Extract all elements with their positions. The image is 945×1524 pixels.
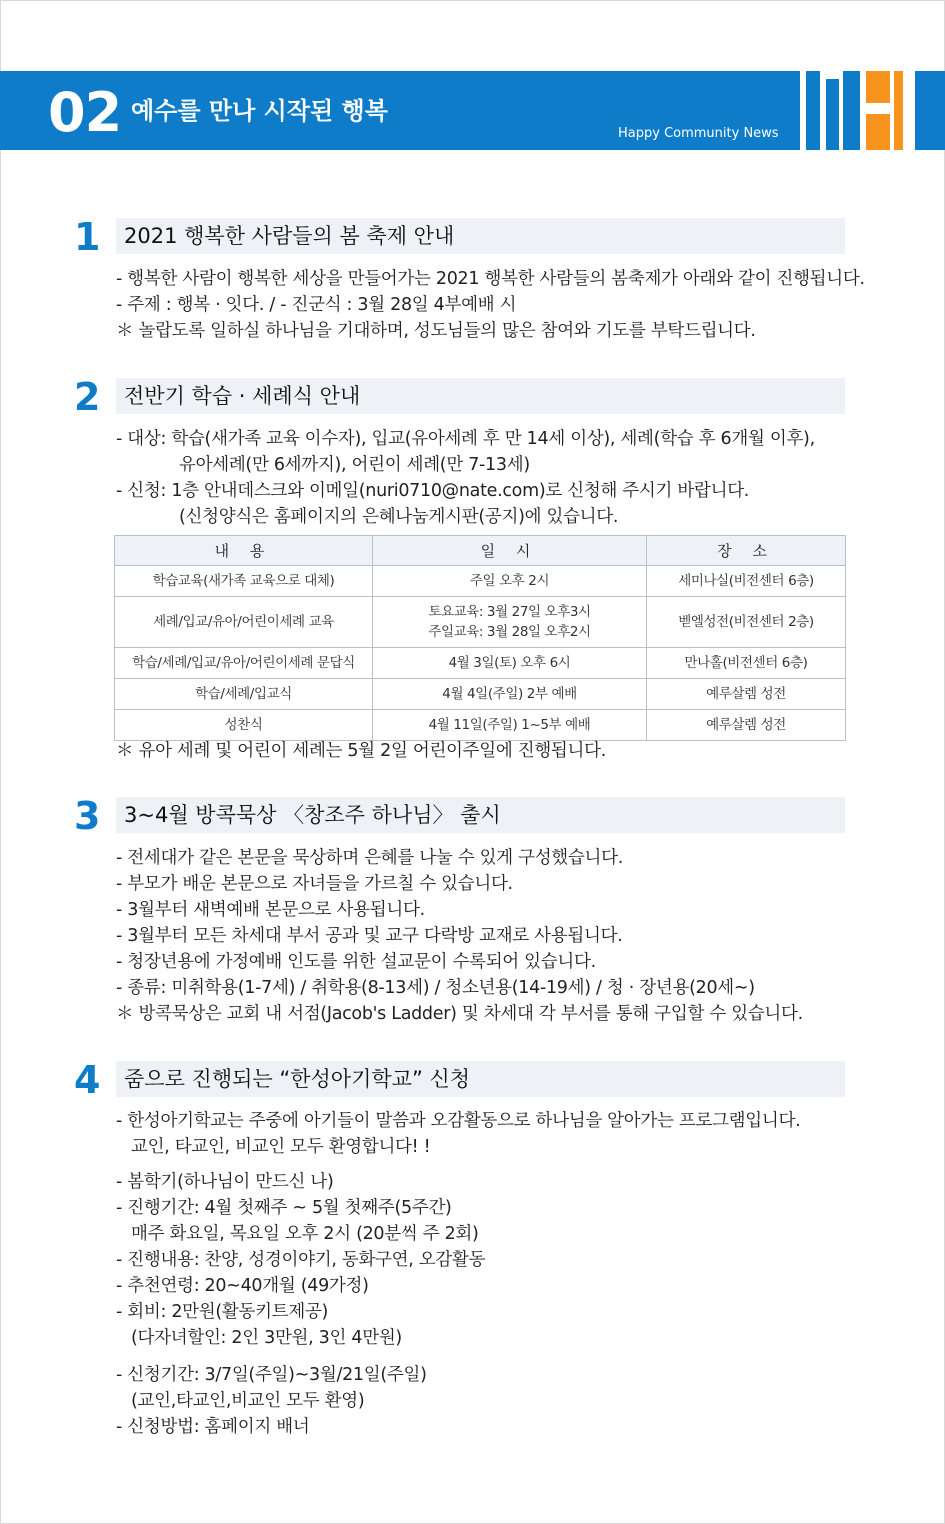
- section-2-line-4: (신청양식은 홈페이지의 은혜나눔게시판(공지)에 있습니다.: [179, 507, 619, 527]
- table-cell: 예루살렘 성전: [647, 710, 846, 741]
- table-cell: 세례/입교/유아/어린이세례 교육: [115, 597, 373, 648]
- section-2-line-1: - 대상: 학습(새가족 교육 이수자), 입교(유아세례 후 만 14세 이상), 세례(학습 후 6개월 이후),: [116, 429, 815, 449]
- section-2-number: 2: [74, 375, 101, 419]
- table-cell: 4월 4일(주일) 2부 예배: [373, 679, 647, 710]
- church-logo: [800, 71, 945, 150]
- section-4-line-8: - 회비: 2만원(활동키트제공): [116, 1302, 329, 1322]
- section-3-note: ＊ 방콕묵상은 교회 내 서점(Jacob's Ladder) 및 차세대 각 부서를 통해 구입할 수 있습니다.: [116, 1004, 803, 1024]
- section-3-line-3: - 3월부터 새벽예배 본문으로 사용됩니다.: [116, 900, 425, 920]
- section-1-line-1: - 행복한 사람이 행복한 세상을 만들어가는 2021 행복한 사람들의 봄축제가 아래와 같이 진행됩니다.: [116, 269, 865, 289]
- section-3-line-6: - 종류: 미취학용(1-7세) / 취학용(8-13세) / 청소년용(14-19세) / 청 · 장년용(20세~): [116, 978, 755, 998]
- section-3-line-1: - 전세대가 같은 본문을 묵상하며 은혜를 나눌 수 있게 구성했습니다.: [116, 848, 623, 868]
- table-header-content: 내 용: [115, 536, 373, 566]
- table-row: [115, 566, 846, 597]
- section-3-title: 3~4월 방콕묵상 〈창조주 하나님〉 출시: [124, 803, 501, 827]
- table-cell: 주일 오후 2시: [373, 566, 647, 597]
- table-cell: 학습/세례/입교/유아/어린이세례 문답식: [115, 648, 373, 679]
- table-cell: 4월 3일(토) 오후 6시: [373, 648, 647, 679]
- section-2-note: ＊ 유아 세례 및 어린이 세례는 5월 2일 어린이주일에 진행됩니다.: [116, 741, 607, 761]
- section-4-line-9: (다자녀할인: 2인 3만원, 3인 4만원): [131, 1328, 402, 1348]
- section-4-title: 줌으로 진행되는 “한성아기학교” 신청: [124, 1067, 471, 1091]
- table-row: [115, 679, 846, 710]
- page-title: 예수를 만나 시작된 행복: [131, 97, 388, 125]
- section-3-line-2: - 부모가 배운 본문으로 자녀들을 가르칠 수 있습니다.: [116, 874, 513, 894]
- section-4-line-4: - 진행기간: 4월 첫째주 ~ 5월 첫째주(5주간): [116, 1198, 452, 1218]
- schedule-table: [114, 535, 846, 741]
- section-2-line-3: - 신청: 1층 안내데스크와 이메일(nuri0710@nate.com)로 신청해 주시기 바랍니다.: [116, 481, 750, 501]
- table-cell: 학습/세례/입교식: [115, 679, 373, 710]
- table-cell: 4월 11일(주일) 1~5부 예배: [373, 710, 647, 741]
- table-header-place: 장 소: [647, 536, 846, 566]
- table-cell: 예루살렘 성전: [647, 679, 846, 710]
- table-cell: 성찬식: [115, 710, 373, 741]
- section-4-line-5: 매주 화요일, 목요일 오후 2시 (20분씩 주 2회): [131, 1224, 479, 1244]
- table-cell: 벧엘성전(비전센터 2층): [647, 597, 846, 648]
- table-cell: 만나홀(비전센터 6층): [647, 648, 846, 679]
- table-cell-line: 주일교육: 3월 28일 오후2시: [428, 624, 591, 640]
- section-2-line-2: 유아세례(만 6세까지), 어린이 세례(만 7-13세): [179, 455, 530, 475]
- logo-icon: [800, 71, 945, 150]
- section-4-line-1: - 한성아기학교는 주중에 아기들이 말씀과 오감활동으로 하나님을 알아가는 프로그램입니다.: [116, 1111, 801, 1131]
- table-header-datetime: 일 시: [373, 536, 647, 566]
- section-4-line-7: - 추천연령: 20~40개월 (49가정): [116, 1276, 369, 1296]
- section-1-title: 2021 행복한 사람들의 봄 축제 안내: [124, 224, 455, 248]
- table-cell: 학습교육(새가족 교육으로 대체): [115, 566, 373, 597]
- table-cell: 세미나실(비전센터 6층): [647, 566, 846, 597]
- table-cell-line: 토요교육: 3월 27일 오후3시: [428, 604, 591, 620]
- section-1-line-2: - 주제 : 행복 · 잇다. / - 진군식 : 3월 28일 4부예배 시: [116, 295, 517, 315]
- section-4-line-12: - 신청방법: 홈페이지 배너: [116, 1417, 310, 1437]
- section-2-title: 전반기 학습 · 세례식 안내: [124, 384, 361, 408]
- section-3-number: 3: [74, 794, 101, 838]
- section-4-line-11: (교인,타교인,비교인 모두 환영): [131, 1391, 365, 1411]
- section-1-number: 1: [74, 215, 101, 259]
- section-4-line-3: - 봄학기(하나님이 만드신 나): [116, 1172, 334, 1192]
- table-row: [115, 710, 846, 741]
- section-1-note: ＊ 놀랍도록 일하실 하나님을 기대하며, 성도님들의 많은 참여와 기도를 부탁드립니다.: [116, 321, 756, 341]
- table-row: [115, 597, 846, 648]
- table-cell: [373, 597, 647, 648]
- issue-number: 02: [48, 81, 122, 144]
- section-4-line-2: 교인, 타교인, 비교인 모두 환영합니다! !: [131, 1137, 431, 1157]
- section-4-line-6: - 진행내용: 찬양, 성경이야기, 동화구연, 오감활동: [116, 1250, 486, 1270]
- newsletter-name: Happy Community News: [618, 126, 779, 141]
- section-3-line-4: - 3월부터 모든 차세대 부서 공과 및 교구 다락방 교재로 사용됩니다.: [116, 926, 623, 946]
- table-row: [115, 648, 846, 679]
- section-4-line-10: - 신청기간: 3/7일(주일)~3월/21일(주일): [116, 1365, 427, 1385]
- section-3-line-5: - 청장년용에 가정예배 인도를 위한 설교문이 수록되어 있습니다.: [116, 952, 596, 972]
- section-4-number: 4: [74, 1058, 101, 1102]
- table-header-row: [115, 536, 846, 566]
